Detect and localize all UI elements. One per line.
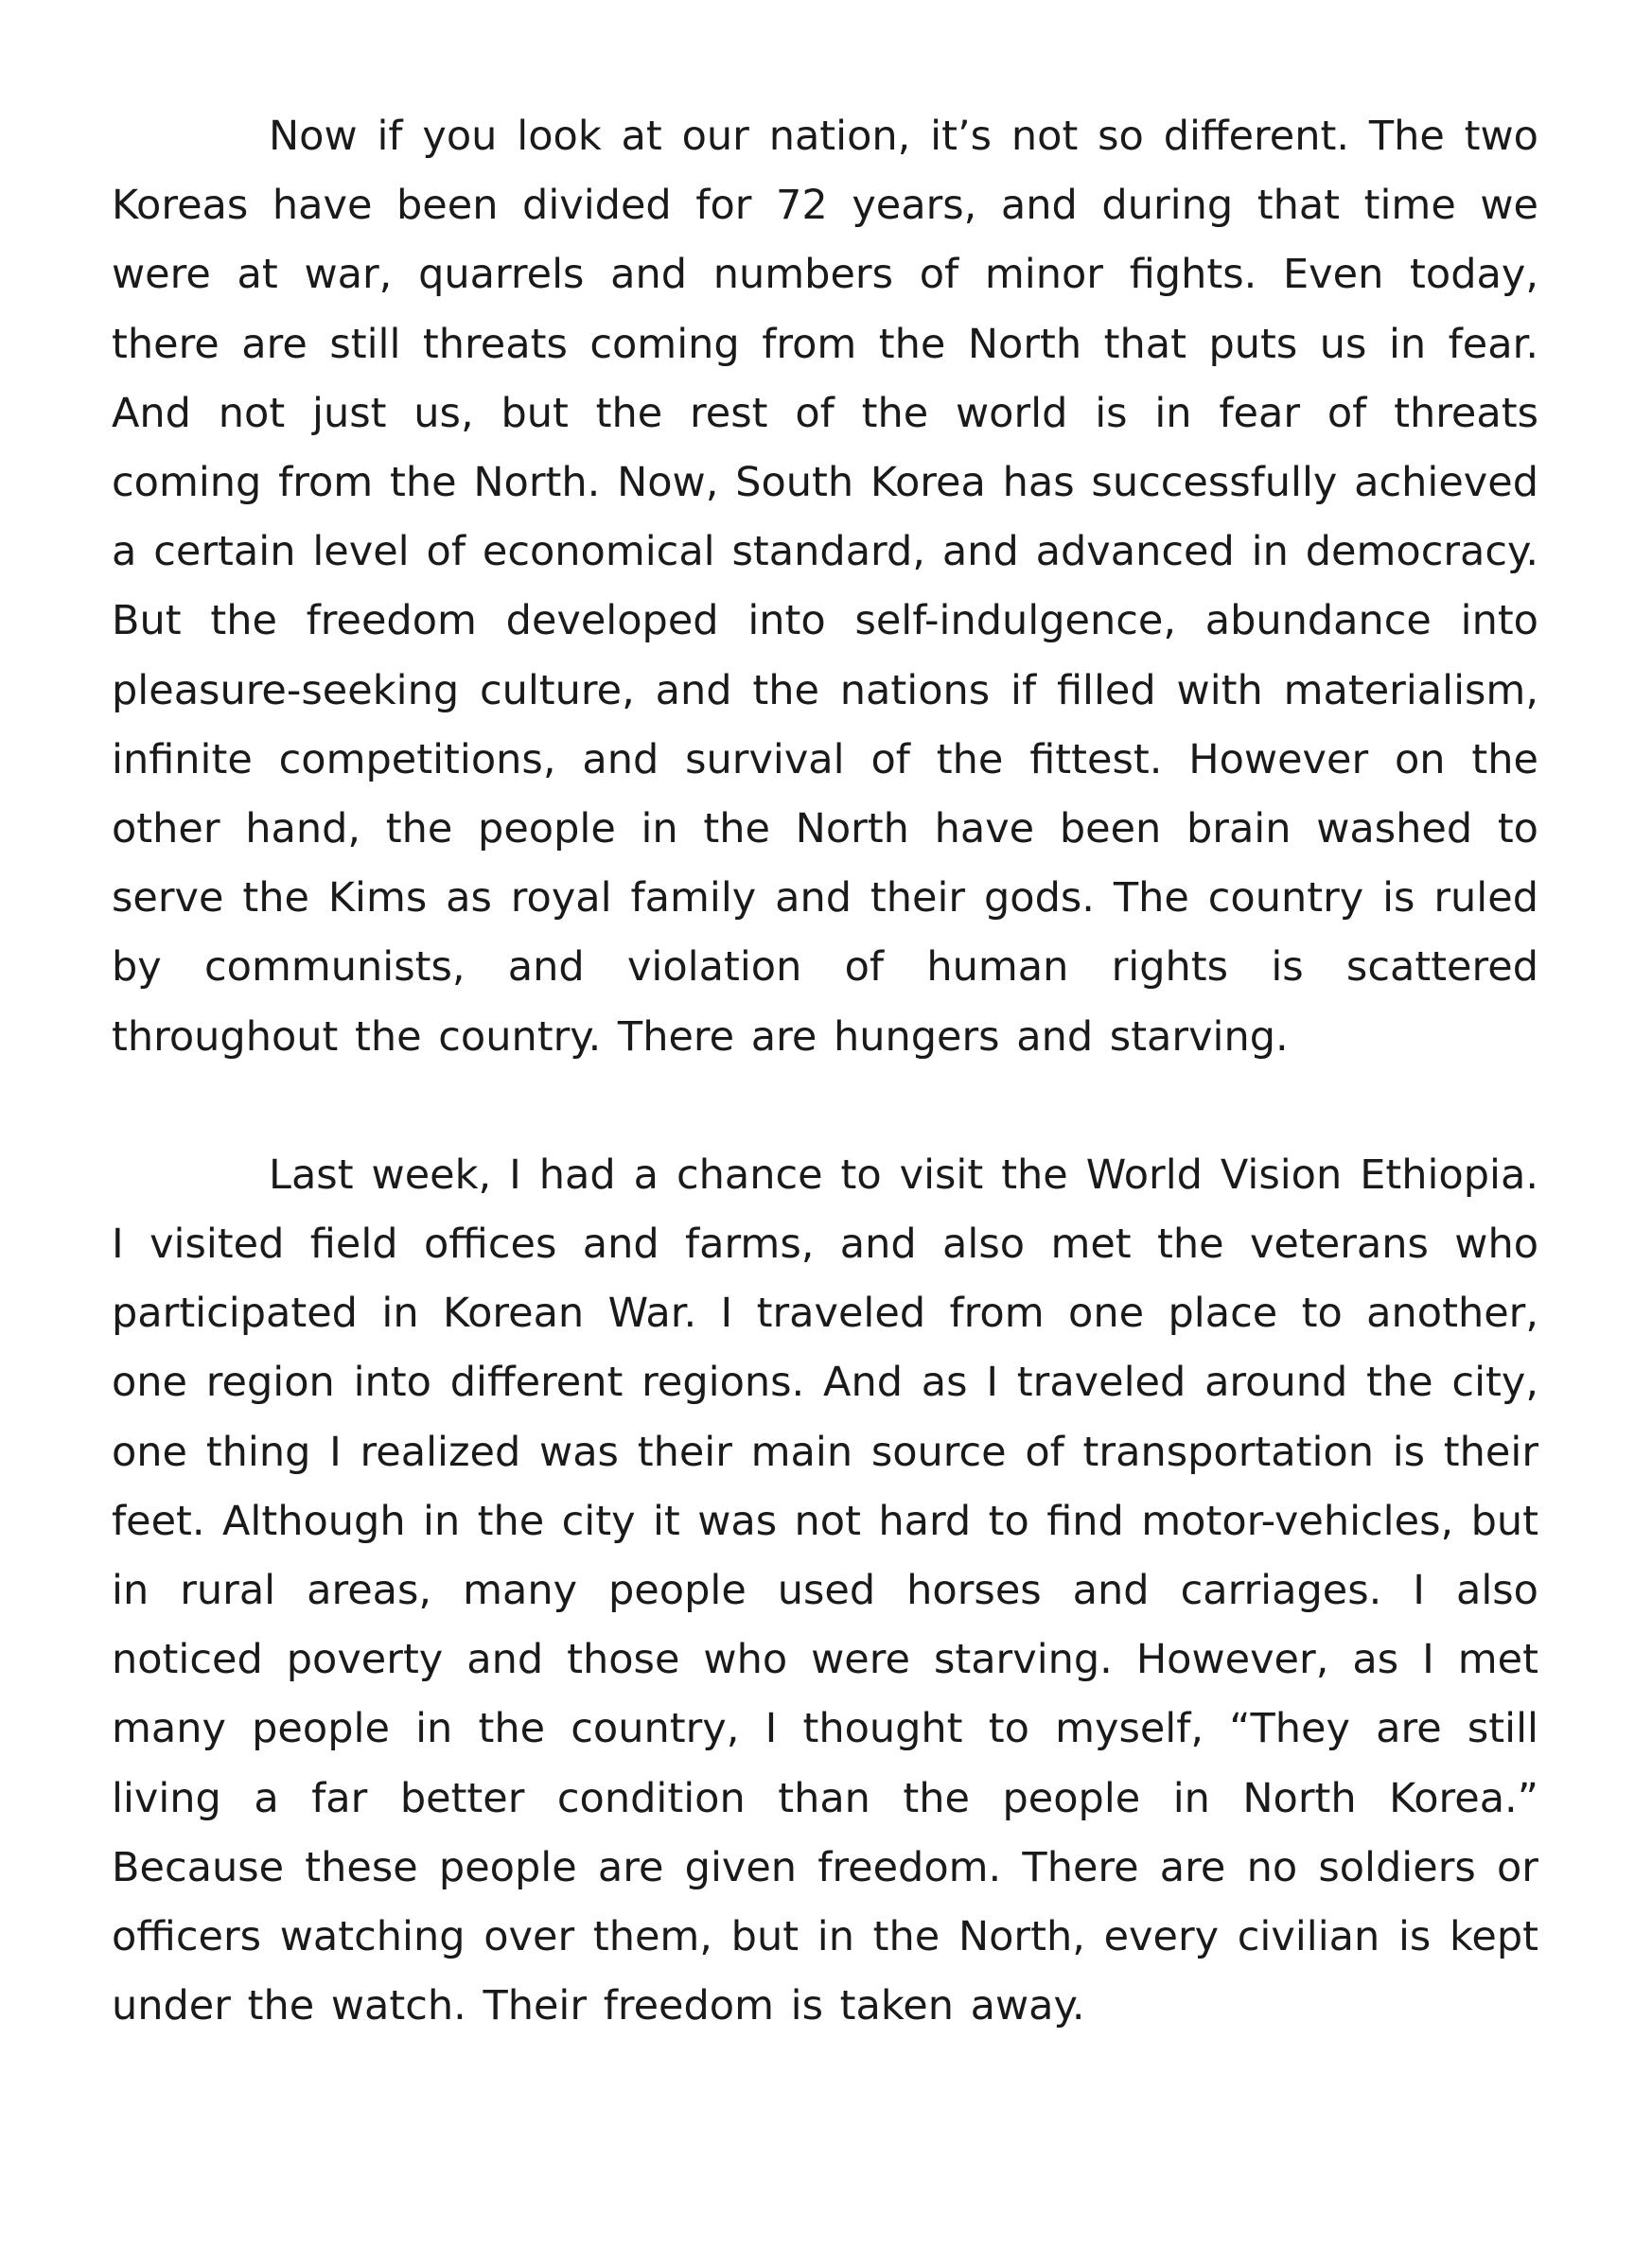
paragraph-korea-division: Now if you look at our nation, it’s not so different. The two Koreas have been divided for 72 years, and during that time we were at war, quarrels and numbers of minor fights. Even today, there are still threats coming from the North that puts us in fear. And not just us, but the rest of the world is in fear of threats coming from the North. Now, South Korea has successfully achieved a certain level of economical standard, and advanced in democracy. But the freedom developed into self-indulgence, abundance into pleasure-seeking culture, and the nations if filled with materialism, infinite competitions, and survival of the fittest. However on the other hand, the people in the North have been brain washed to serve the Kims as royal family and their gods. The country is ruled by communists, and violation of human rights is scattered throughout the country. There are hungers and starving. xyxy=(112,113,1538,1061)
document-page xyxy=(112,102,1538,2041)
paragraph-ethiopia-visit: Last week, I had a chance to visit the World Vision Ethiopia. I visited field offices and farms, and also met the veterans who participated in Korean War. I traveled from one place to another, one region into different regions. And as I traveled around the city, one thing I realized was their main source of transportation is their feet. Although in the city it was not hard to find motor-vehicles, but in rural areas, many people used horses and carriages. I also noticed poverty and those who were starving. However, as I met many people in the country, I thought to myself, “They are still living a far better condition than the people in North Korea.” Because these people are given freedom. There are no soldiers or officers watching over them, but in the North, every civilian is kept under the watch. Their freedom is taken away. xyxy=(112,1151,1538,2030)
